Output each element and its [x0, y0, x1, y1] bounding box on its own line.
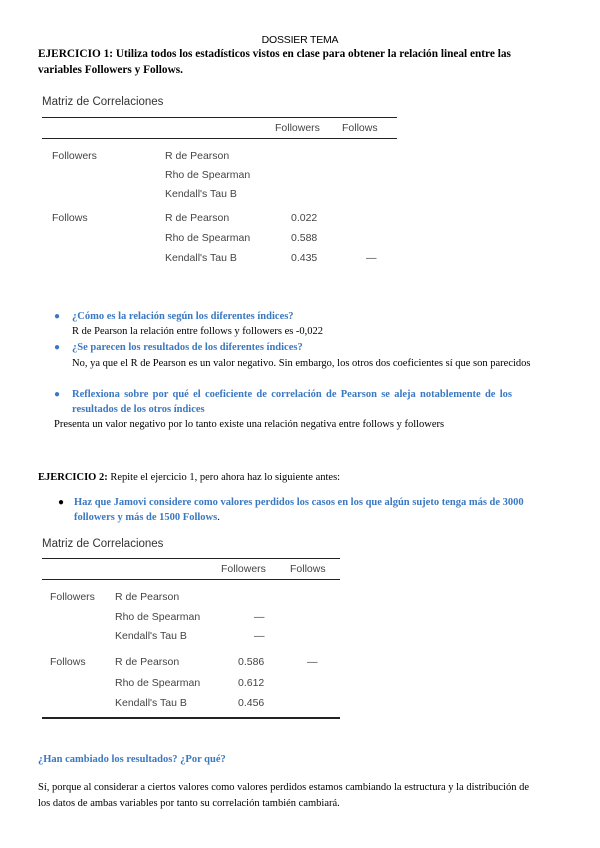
table-1-header-rule: [42, 138, 397, 139]
table-2-col-follows: Follows: [290, 563, 326, 575]
table-2-bottom-rule: [42, 717, 340, 719]
table-2-dash-3: —: [307, 656, 318, 668]
table-1-stat-kendall-b: Kendall's Tau B: [165, 252, 237, 264]
table-2-stat-spearman-a: Rho de Spearman: [115, 611, 201, 623]
exercise-1-label: EJERCICIO 1:: [38, 48, 114, 60]
table-1-stat-spearman-a: Rho de Spearman: [165, 169, 251, 181]
table-2-dash-2: —: [254, 630, 265, 642]
exercise-2-label: EJERCICIO 2:: [38, 472, 108, 483]
table-2-stat-spearman-b: Rho de Spearman: [115, 677, 201, 689]
table-1-value-spearman: 0.588: [291, 232, 318, 244]
table-2-value-kendall: 0.456: [238, 697, 265, 709]
page-header: DOSSIER TEMA: [261, 34, 339, 46]
bullet-dot-1: ●: [54, 311, 61, 322]
table-2-dash-1: —: [254, 611, 265, 623]
ex1-answer-3: Presenta un valor negativo por lo tanto existe una relación negativa entre follows y followers: [54, 419, 445, 430]
table-2-title: Matriz de Correlaciones: [42, 538, 164, 550]
ex2-question: ¿Han cambiado los resultados? ¿Por qué?: [38, 754, 226, 765]
table-2-stat-pearson-a: R de Pearson: [115, 591, 180, 603]
table-1-top-rule: [42, 117, 397, 118]
table-1-col-followers: Followers: [275, 122, 320, 134]
table-2-stat-kendall-a: Kendall's Tau B: [115, 630, 187, 642]
ex1-question-2: ¿Se parecen los resultados de los diferentes índices?: [72, 342, 303, 353]
table-2-stat-pearson-b: R de Pearson: [115, 656, 180, 668]
exercise-2-statement: [38, 470, 558, 485]
bullet-dot-3: ●: [54, 389, 61, 400]
table-1-dash: —: [366, 252, 377, 264]
table-1-title: Matriz de Correlaciones: [42, 96, 164, 108]
table-1-col-follows: Follows: [342, 122, 378, 134]
ex2-answer: Sí, porque al considerar a ciertos valores como valores perdidos estamos cambiando la estructura y la distribución de los datos de ambas variables por tanto su correlación también cambiará.: [38, 782, 530, 809]
table-1-value-pearson: 0.022: [291, 212, 318, 224]
ex1-question-1: ¿Cómo es la relación según los diferentes índices?: [72, 311, 294, 322]
table-2-row-follows: Follows: [50, 656, 86, 668]
bullet-dot-4: ●: [58, 497, 65, 508]
ex1-question-3: Reflexiona sobre por qué el coeficiente de correlación de Pearson se aleja notablemente de los resultados de los otros índices: [72, 389, 512, 415]
table-1-row-follows: Follows: [52, 212, 88, 224]
table-2-value-pearson: 0.586: [238, 656, 265, 668]
table-2-col-followers: Followers: [221, 563, 266, 575]
table-2-value-spearman: 0.612: [238, 677, 265, 689]
table-2-top-rule: [42, 558, 340, 559]
bullet-dot-2: ●: [54, 342, 61, 353]
table-1-stat-pearson-a: R de Pearson: [165, 150, 230, 162]
table-2-stat-kendall-b: Kendall's Tau B: [115, 697, 187, 709]
table-1-stat-kendall-a: Kendall's Tau B: [165, 188, 237, 200]
table-1-row-followers: Followers: [52, 150, 97, 162]
exercise-2-instruction: Haz que Jamovi considere como valores perdidos los casos en los que algún sujeto tenga más de 3000 followers y más de 1500 Follows.: [74, 497, 524, 523]
table-1-stat-spearman-b: Rho de Spearman: [165, 232, 251, 244]
ex1-answer-2: No, ya que el R de Pearson es un valor negativo. Sin embargo, los otros dos coeficientes sí que son parecidos: [72, 358, 531, 369]
table-1-stat-pearson-b: R de Pearson: [165, 212, 230, 224]
exercise-1-statement: [38, 47, 548, 78]
ex1-answer-1: R de Pearson la relación entre follows y followers es -0,022: [72, 326, 324, 337]
exercise-2-text: Repite el ejercicio 1, pero ahora haz lo siguiente antes:: [110, 472, 341, 483]
table-2-row-followers: Followers: [50, 591, 95, 603]
table-2-header-rule: [42, 579, 340, 580]
table-1-value-kendall: 0.435: [291, 252, 318, 264]
exercise-1-text: Utiliza todos los estadísticos vistos en clase para obtener la relación lineal entre las variables Followers y Follows.: [38, 48, 511, 76]
